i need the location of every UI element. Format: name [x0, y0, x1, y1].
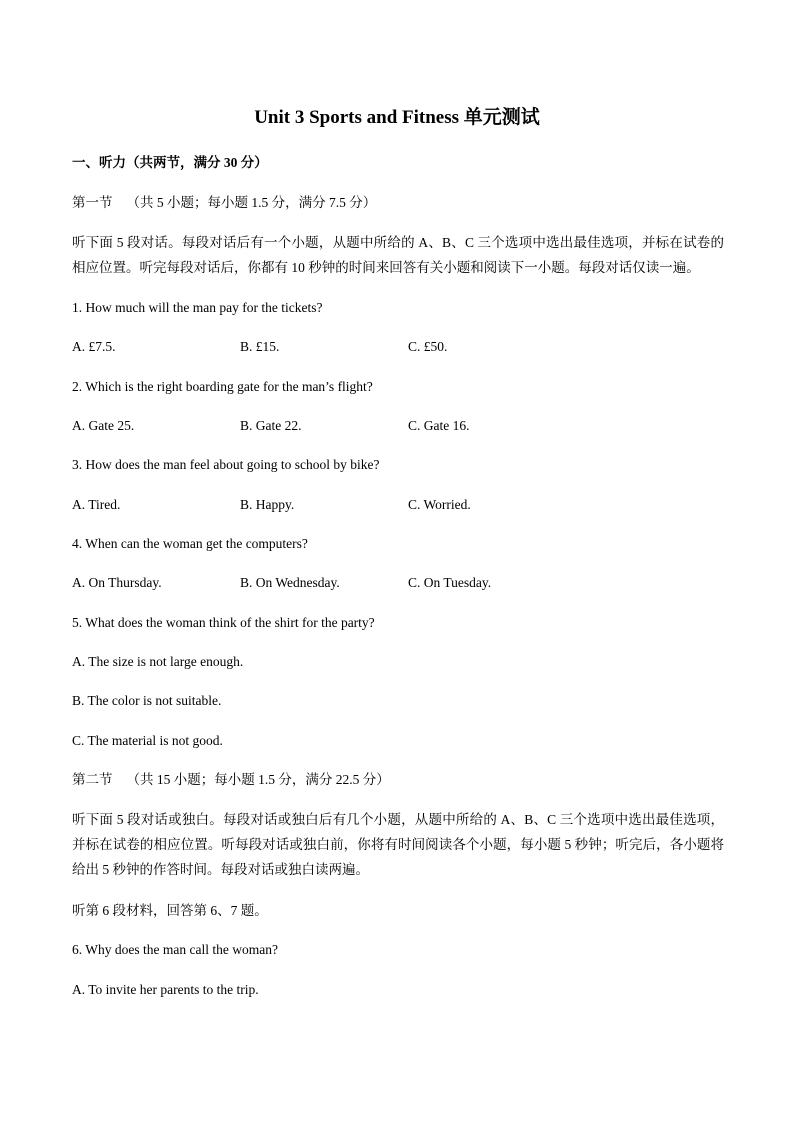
option-c: C. On Tuesday.: [408, 575, 492, 590]
section1-label: 第一节: [72, 195, 113, 210]
question-2-options: [72, 416, 724, 436]
question-1: 1. How much will the man pay for the tickets?: [72, 300, 323, 315]
question-5: 5. What does the woman think of the shirt for the party?: [72, 615, 375, 630]
question-1-options: [72, 337, 724, 357]
option-c: C. £50.: [408, 339, 448, 354]
option-a: A. Tired.: [72, 497, 121, 512]
section1-heading: [72, 193, 376, 213]
section2-info: （共 15 小题；每小题 1.5 分，满分 22.5 分）: [126, 772, 390, 787]
option-b: B. £15.: [240, 339, 280, 354]
question-3: 3. How does the man feel about going to school by bike?: [72, 457, 380, 472]
option-c: C. Worried.: [408, 497, 471, 512]
part1-heading: 一、听力（共两节，满分 30 分）: [72, 155, 268, 170]
page-title: Unit 3 Sports and Fitness 单元测试: [254, 107, 540, 128]
option-a: A. £7.5.: [72, 339, 116, 354]
question-4-options: [72, 573, 724, 593]
section1-instructions: 听下面 5 段对话。每段对话后有一个小题，从题中所给的 A、B、C 三个选项中选出最佳选项，并标在试卷的相应位置。听完每段对话后，你都有 10 秒钟的时间来回答有关小题和阅读下一小题。每段对话仅读一遍。: [72, 235, 724, 275]
section1-info: （共 5 小题；每小题 1.5 分，满分 7.5 分）: [126, 195, 377, 210]
section2-label: 第二节: [72, 772, 113, 787]
section2-instructions: 听下面 5 段对话或独白。每段对话或独白后有几个小题，从题中所给的 A、B、C 三个选项中选出最佳选项，并标在试卷的相应位置。听每段对话或独白前，你将有时间阅读各个小题，每小题 5 秒钟；听完后，各小题将给出 5 秒钟的作答时间。每段对话或独白读两遍。: [72, 812, 724, 877]
question-2: 2. Which is the right boarding gate for the man’s flight?: [72, 379, 373, 394]
option-b: B. Happy.: [240, 497, 295, 512]
option-c: C. The material is not good.: [72, 733, 223, 748]
material-note: 听第 6 段材料，回答第 6、7 题。: [72, 903, 268, 918]
section2-heading: [72, 770, 390, 790]
option-c: C. Gate 16.: [408, 418, 470, 433]
option-a: A. The size is not large enough.: [72, 654, 244, 669]
question-3-options: [72, 495, 724, 515]
option-a: A. On Thursday.: [72, 575, 162, 590]
option-a: A. To invite her parents to the trip.: [72, 982, 259, 997]
option-b: B. The color is not suitable.: [72, 693, 222, 708]
option-b: B. Gate 22.: [240, 418, 302, 433]
option-a: A. Gate 25.: [72, 418, 135, 433]
question-6: 6. Why does the man call the woman?: [72, 942, 278, 957]
option-b: B. On Wednesday.: [240, 575, 340, 590]
question-4: 4. When can the woman get the computers?: [72, 536, 308, 551]
